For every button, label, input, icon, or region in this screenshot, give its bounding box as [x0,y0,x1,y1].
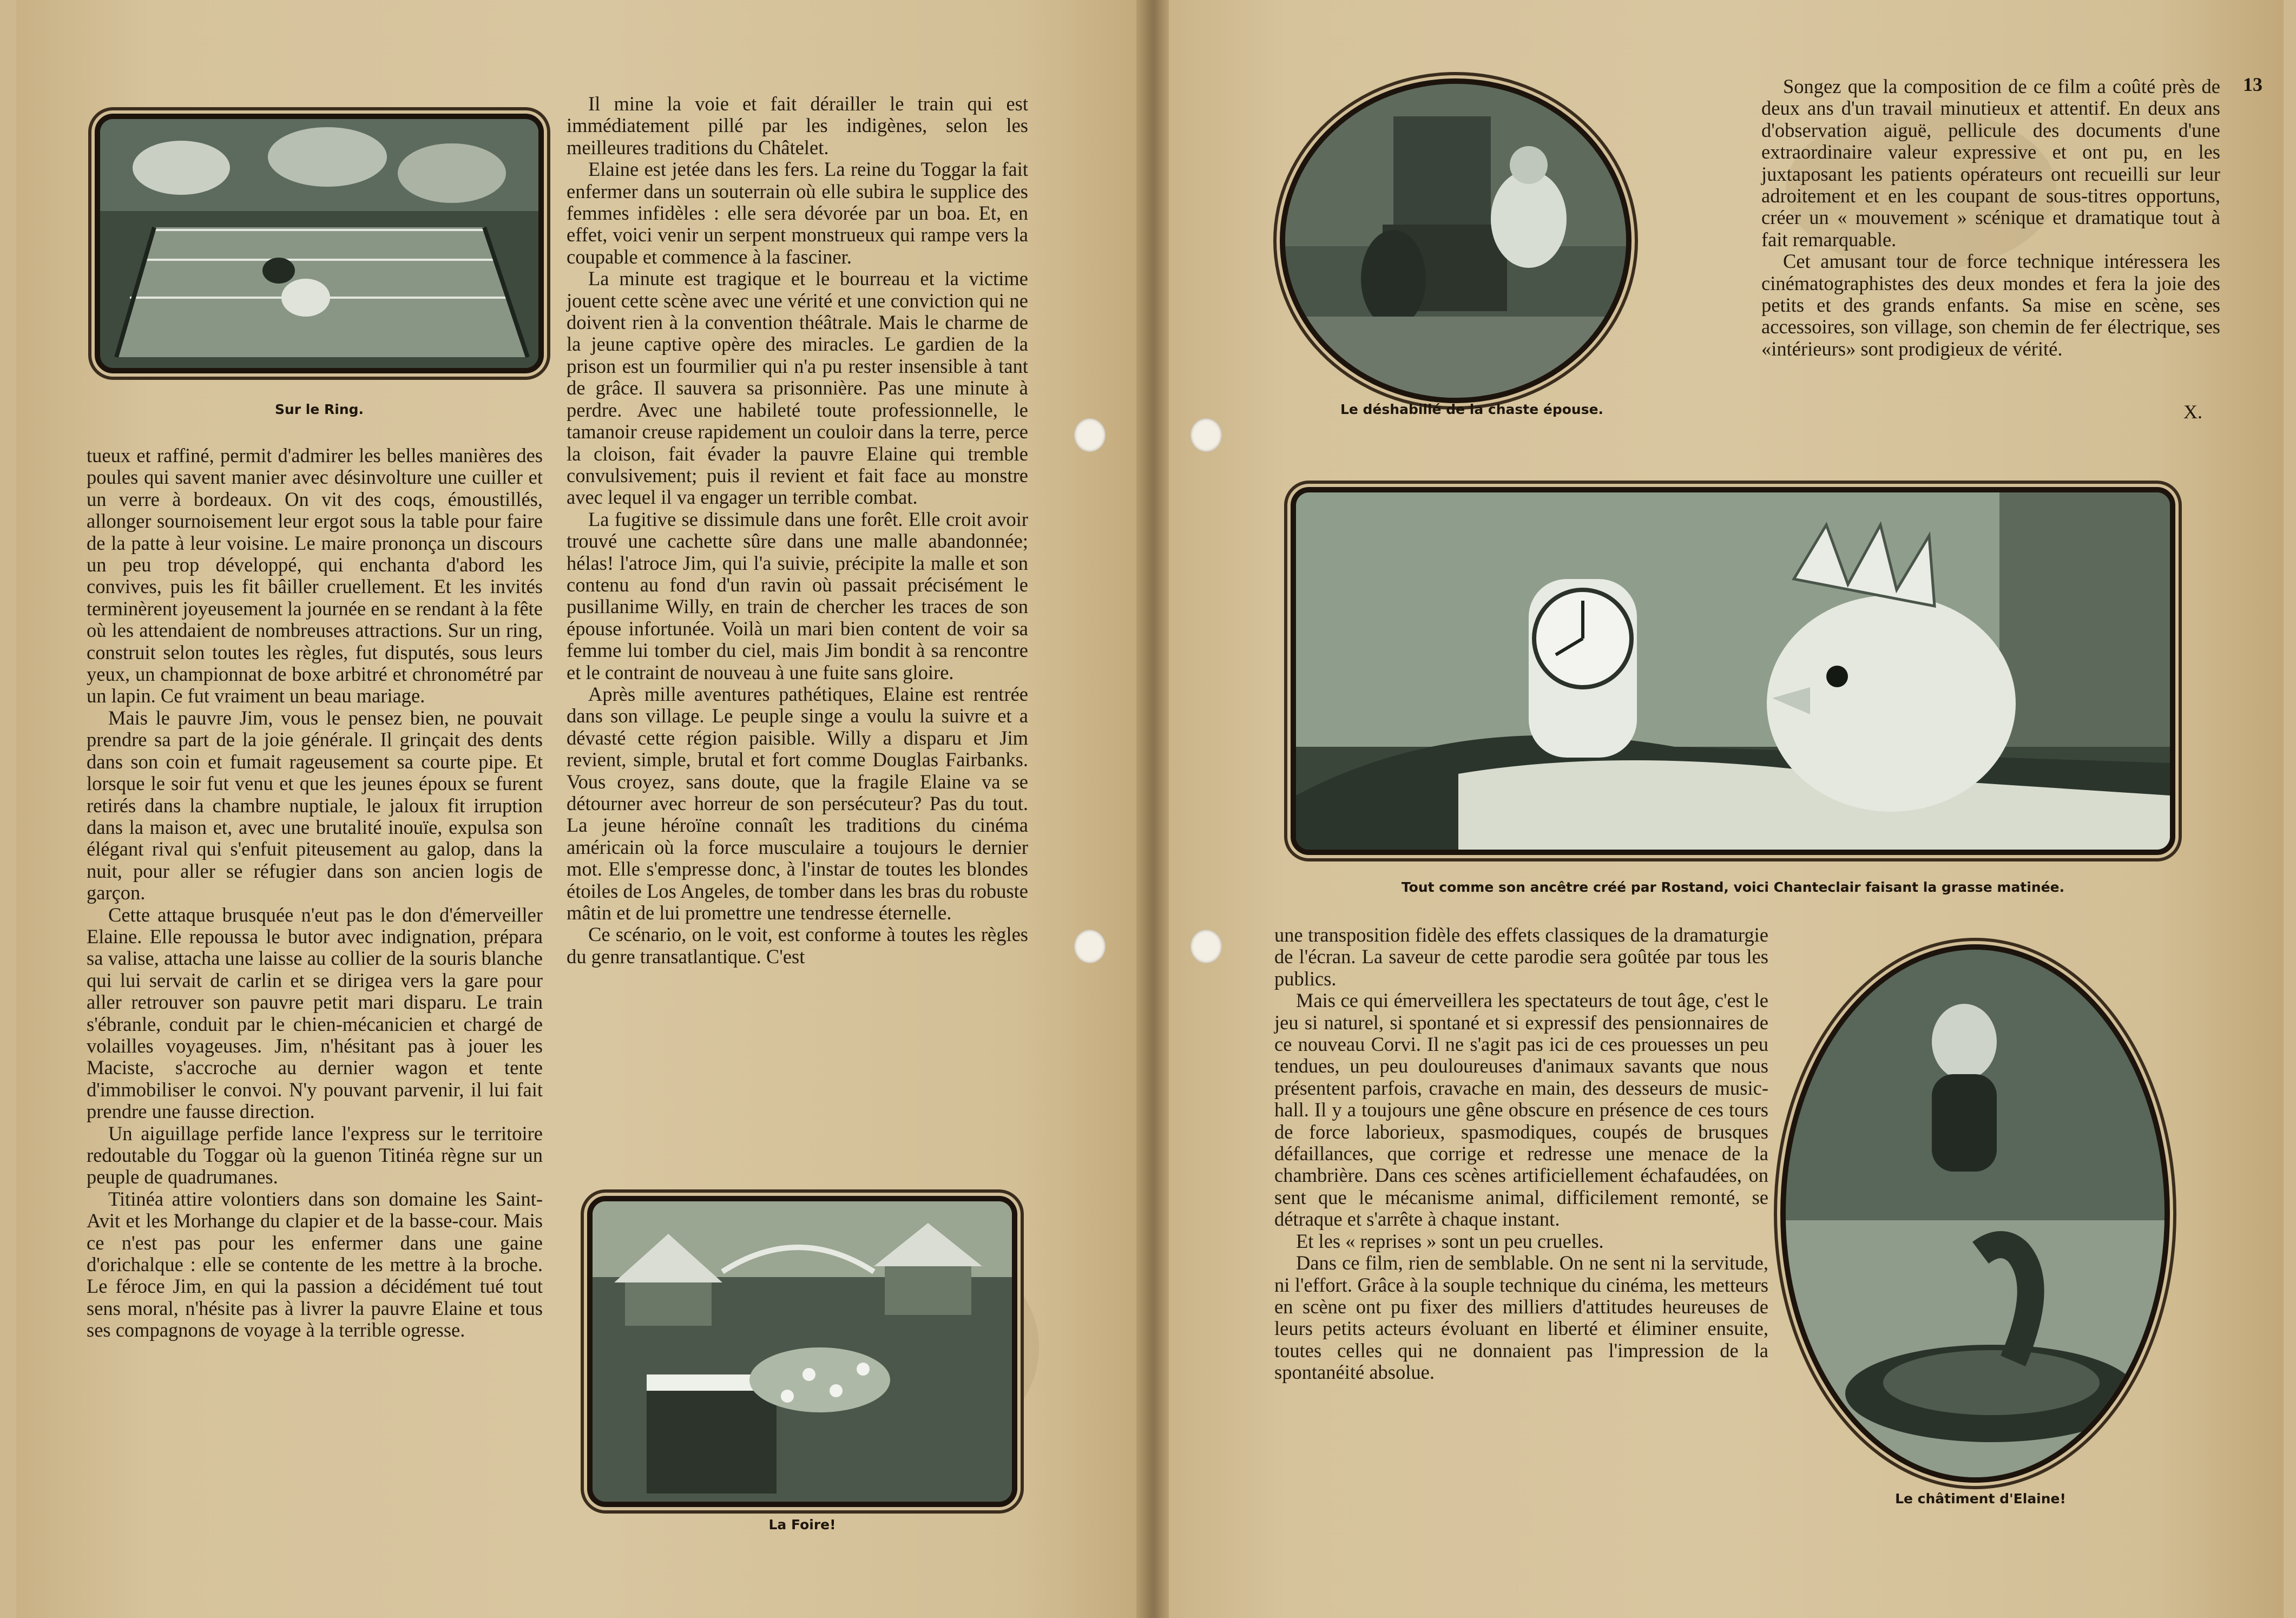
paragraph: Un aiguillage perfide lance l'express sur le territoire redoutable du Toggar où la guenon Titinéa règne sur un peuple de quadrumanes. [87,1122,543,1188]
paragraph: Titinéa attire volontiers dans son domaine les Saint-Avit et les Morhange du clapier et de la basse-cour. Mais ce n'est pas pour les enfermer dans une gaine d'orichalque : elle se contente de les mettre à la broche. Le féroce Jim, en qui la passion a décidément tué tout sens moral, n'hésite pas à livrer la pauvre Elaine et tous ses compagnons de voyage à la terrible ogresse. [87,1187,543,1341]
binding-hole [1190,930,1222,963]
photo-deshabille [1280,78,1631,403]
paragraph: Mais le pauvre Jim, vous le pensez bien, ne pouvait prendre sa part de la joie générale. Il grinçait des dents dans son coin et fumait rageusement sa courte pipe. Et lorsque le soir fut venu et que les jeunes époux se furent retirés dans la chambre nuptiale, le jaloux fit irruption dans la maison et, avec une brutalité inouïe, expulsa son élégant rival qui s'enfuit piteusement au galop, dans la nuit, pour aller se réfugier dans son ancien logis de garçon. [87,706,543,904]
paragraph: Il mine la voie et fait dérailler le train qui est immédiatement pillé par les indigènes, selon les meilleures traditions du Châtelet. [567,93,1028,159]
left-column-1 [87,445,543,1341]
caption-chanteclair: Tout comme son ancêtre créé par Rostand, voici Chanteclair faisant la grasse matinée. [1401,879,2065,895]
caption-foire: La Foire! [768,1517,836,1533]
caption-deshabille: Le déshabillé de la chaste épouse. [1340,402,1604,417]
paragraph: La fugitive se dissimule dans une forêt. Elle croit avoir trouvé une cachette sûre dans une malle abandonnée; hélas! l'atroce Jim, qui l'a suivie, précipite la malle et son contenu au fond d'un ravin où passait précisément le pusillanime Willy, en train de chercher les traces de son épouse infortunée. Voilà un mari bien content de voir sa femme lui tomber du ciel, mais Jim bondit à sa rencontre et le contraint de nouveau à une fuite sans gloire. [567,508,1028,683]
photo-chanteclair [1291,487,2175,855]
paragraph: une transposition fidèle des effets classiques de la dramaturgie de l'écran. La saveur de cette parodie sera goûtée par tous les publics. [1274,924,1768,990]
caption-chatiment: Le châtiment d'Elaine! [1895,1491,2066,1507]
photo-chatiment [1780,944,2170,1483]
page-number: 13 [2243,74,2262,95]
left-column-2 [567,93,1028,968]
paragraph: Ce scénario, on le voit, est conforme à toutes les règles du genre transatlantique. C'est [567,923,1028,968]
boxing-ring-scene [100,119,538,368]
photo-foire [587,1196,1017,1507]
binding-hole [1074,418,1106,452]
paragraph: Dans ce film, rien de semblable. On ne sent ni la servitude, ni l'effort. Grâce à la souple technique du cinéma, les metteurs en scène ont pu fixer des milliers d'attitudes heureuses de leurs petits acteurs évoluant en liberté et éliminer ensuite, toutes celles qui ne donnaient pas l'impression de la spontanéité absolue. [1274,1252,1768,1384]
right-column-top [1761,76,2220,360]
binding-hole [1190,418,1222,452]
snake-scene [1786,950,2165,1477]
paragraph: tueux et raffiné, permit d'admirer les belles manières des poules qui savent manier avec désinvolture une cuiller et un verre à bordeaux. On vit des coqs, émoustillés, allonger sournoisement leur ergot sous la table pour faire de la patte à leur voisine. Le maire prononça un discours un peu trop développé, qui enchanta d'abord les convives, puis les fit bâiller cruellement. Et les invités terminèrent joyeusement la journée en se rendant à la fête où les attendaient de nombreuses attractions. Sur un ring, construit selon toutes les règles, fut disputés, sous leurs yeux, un championnat de boxe arbitré et chronométré par un lapin. Ce fut vraiment un beau mariage. [87,444,543,707]
paragraph: Cette attaque brusquée n'eut pas le don d'émerveiller Elaine. Elle repoussa le butor avec indignation, prépara sa valise, attacha une laisse au collier de la souris blanche qui lui servait de carlin et se dirigea vers la gare pour aller retrouver son pauvre petit mari disparu. Le train s'ébranle, conduit par le chien-mécanicien et chargé de volailles voyageuses. Jim, n'hésitant pas à jouer les Maciste, s'accroche au dernier wagon et tente d'immobiliser le convoi. N'y pouvant parvenir, il lui fait prendre une fausse direction. [87,903,543,1123]
paragraph: Après mille aventures pathétiques, Elaine est rentrée dans son village. Le peuple singe a voulu la suivre et a dévasté cette région paisible. Willy a disparu et Jim revient, simple, brutal et fort comme Douglas Fairbanks. Vous croyez, sans doute, que la fragile Elaine va se détourner avec horreur de son persécuteur? Pas du tout. La jeune héroïne connaît les traditions du cinéma américain où la force musculaire a toujours le dernier mot. Elle s'empresse donc, à l'instar de toutes les blondes étoiles de Los Angeles, de tomber dans les bras du robuste mâtin et de lui promettre une tendresse éternelle. [567,682,1028,924]
binding-hole [1074,930,1106,963]
bedroom-scene [1285,84,1626,398]
paragraph: Elaine est jetée dans les fers. La reine du Toggar la fait enfermer dans un souterrain où elle subira le supplice des femmes infidèles : elle sera dévorée par un boa. Et, en effet, voici venir un serpent monstrueux qui rampe vers la coupable et commence à la fasciner. [567,158,1028,268]
paragraph: La minute est tragique et le bourreau et la victime jouent cette scène avec une vérité et une conviction qui ne doivent rien à la convention théâtrale. Mais le charme de la jeune captive opère des miracles. Le gardien de la prison est un fourmilier qui n'a pu rester insensible à tant de grâce. Il sauvera sa prisonnière. Pas une minute à perdre. Avec une habileté toute professionnelle, le tamanoir creuse rapidement un couloir dans la terre, perce la cloison, fait évader la pauvre Elaine qui tremble convulsivement; puis il revient et fait face au monstre avec lequel il va engager un terrible combat. [567,267,1028,509]
paragraph: Songez que la composition de ce film a coûté près de deux ans d'un travail minutieux et attentif. En deux ans d'observation aiguë, pellicule des documents d'une extraordinaire valeur expressive et ont pu, en les juxtaposant les patients opérateurs ont recueilli sur leur adroitement et en les coupant de sous-titres opportuns, créer un « mouvement » scénique et dramatique tout à fait remarquable. [1761,75,2220,251]
author-signature: X. [2183,401,2202,423]
gutter [1136,0,1169,1618]
paragraph: Mais ce qui émerveillera les spectateurs de tout âge, c'est le jeu si naturel, si spontané et si expressif des pensionnaires de ce nouveau Corvi. Il ne s'agit pas ici de ces prouesses un peu tendues, un peu douloureuses d'animaux savants que nous présentent parfois, cravache en main, des desseurs de music-hall. Il y a toujours une gêne obscure en présence de ces tours de force laborieux, spasmodiques, coupés de brusques défaillances, que corrige et redresse une menace de la chambrière. Dans ces scènes artificiellement échafaudées, on sent que le mécanisme animal, difficilement remonté, se détraque et s'arrête à chaque instant. [1274,989,1768,1231]
paragraph: Cet amusant tour de force technique intéressera les cinématographistes des deux mondes et fera la joie des petits et des grands enfants. Sa mise en scène, ses accessoires, son village, son chemin de fer électrique, ses «intérieurs» sont prodigieux de vérité. [1761,250,2220,360]
right-column-bottom [1274,924,1768,1384]
paragraph: Et les « reprises » sont un peu cruelles. [1296,1229,1604,1252]
fairground-scene [593,1201,1012,1502]
rooster-in-bed-scene [1296,492,2170,850]
photo-ring [95,114,544,373]
caption-ring: Sur le Ring. [274,402,364,417]
